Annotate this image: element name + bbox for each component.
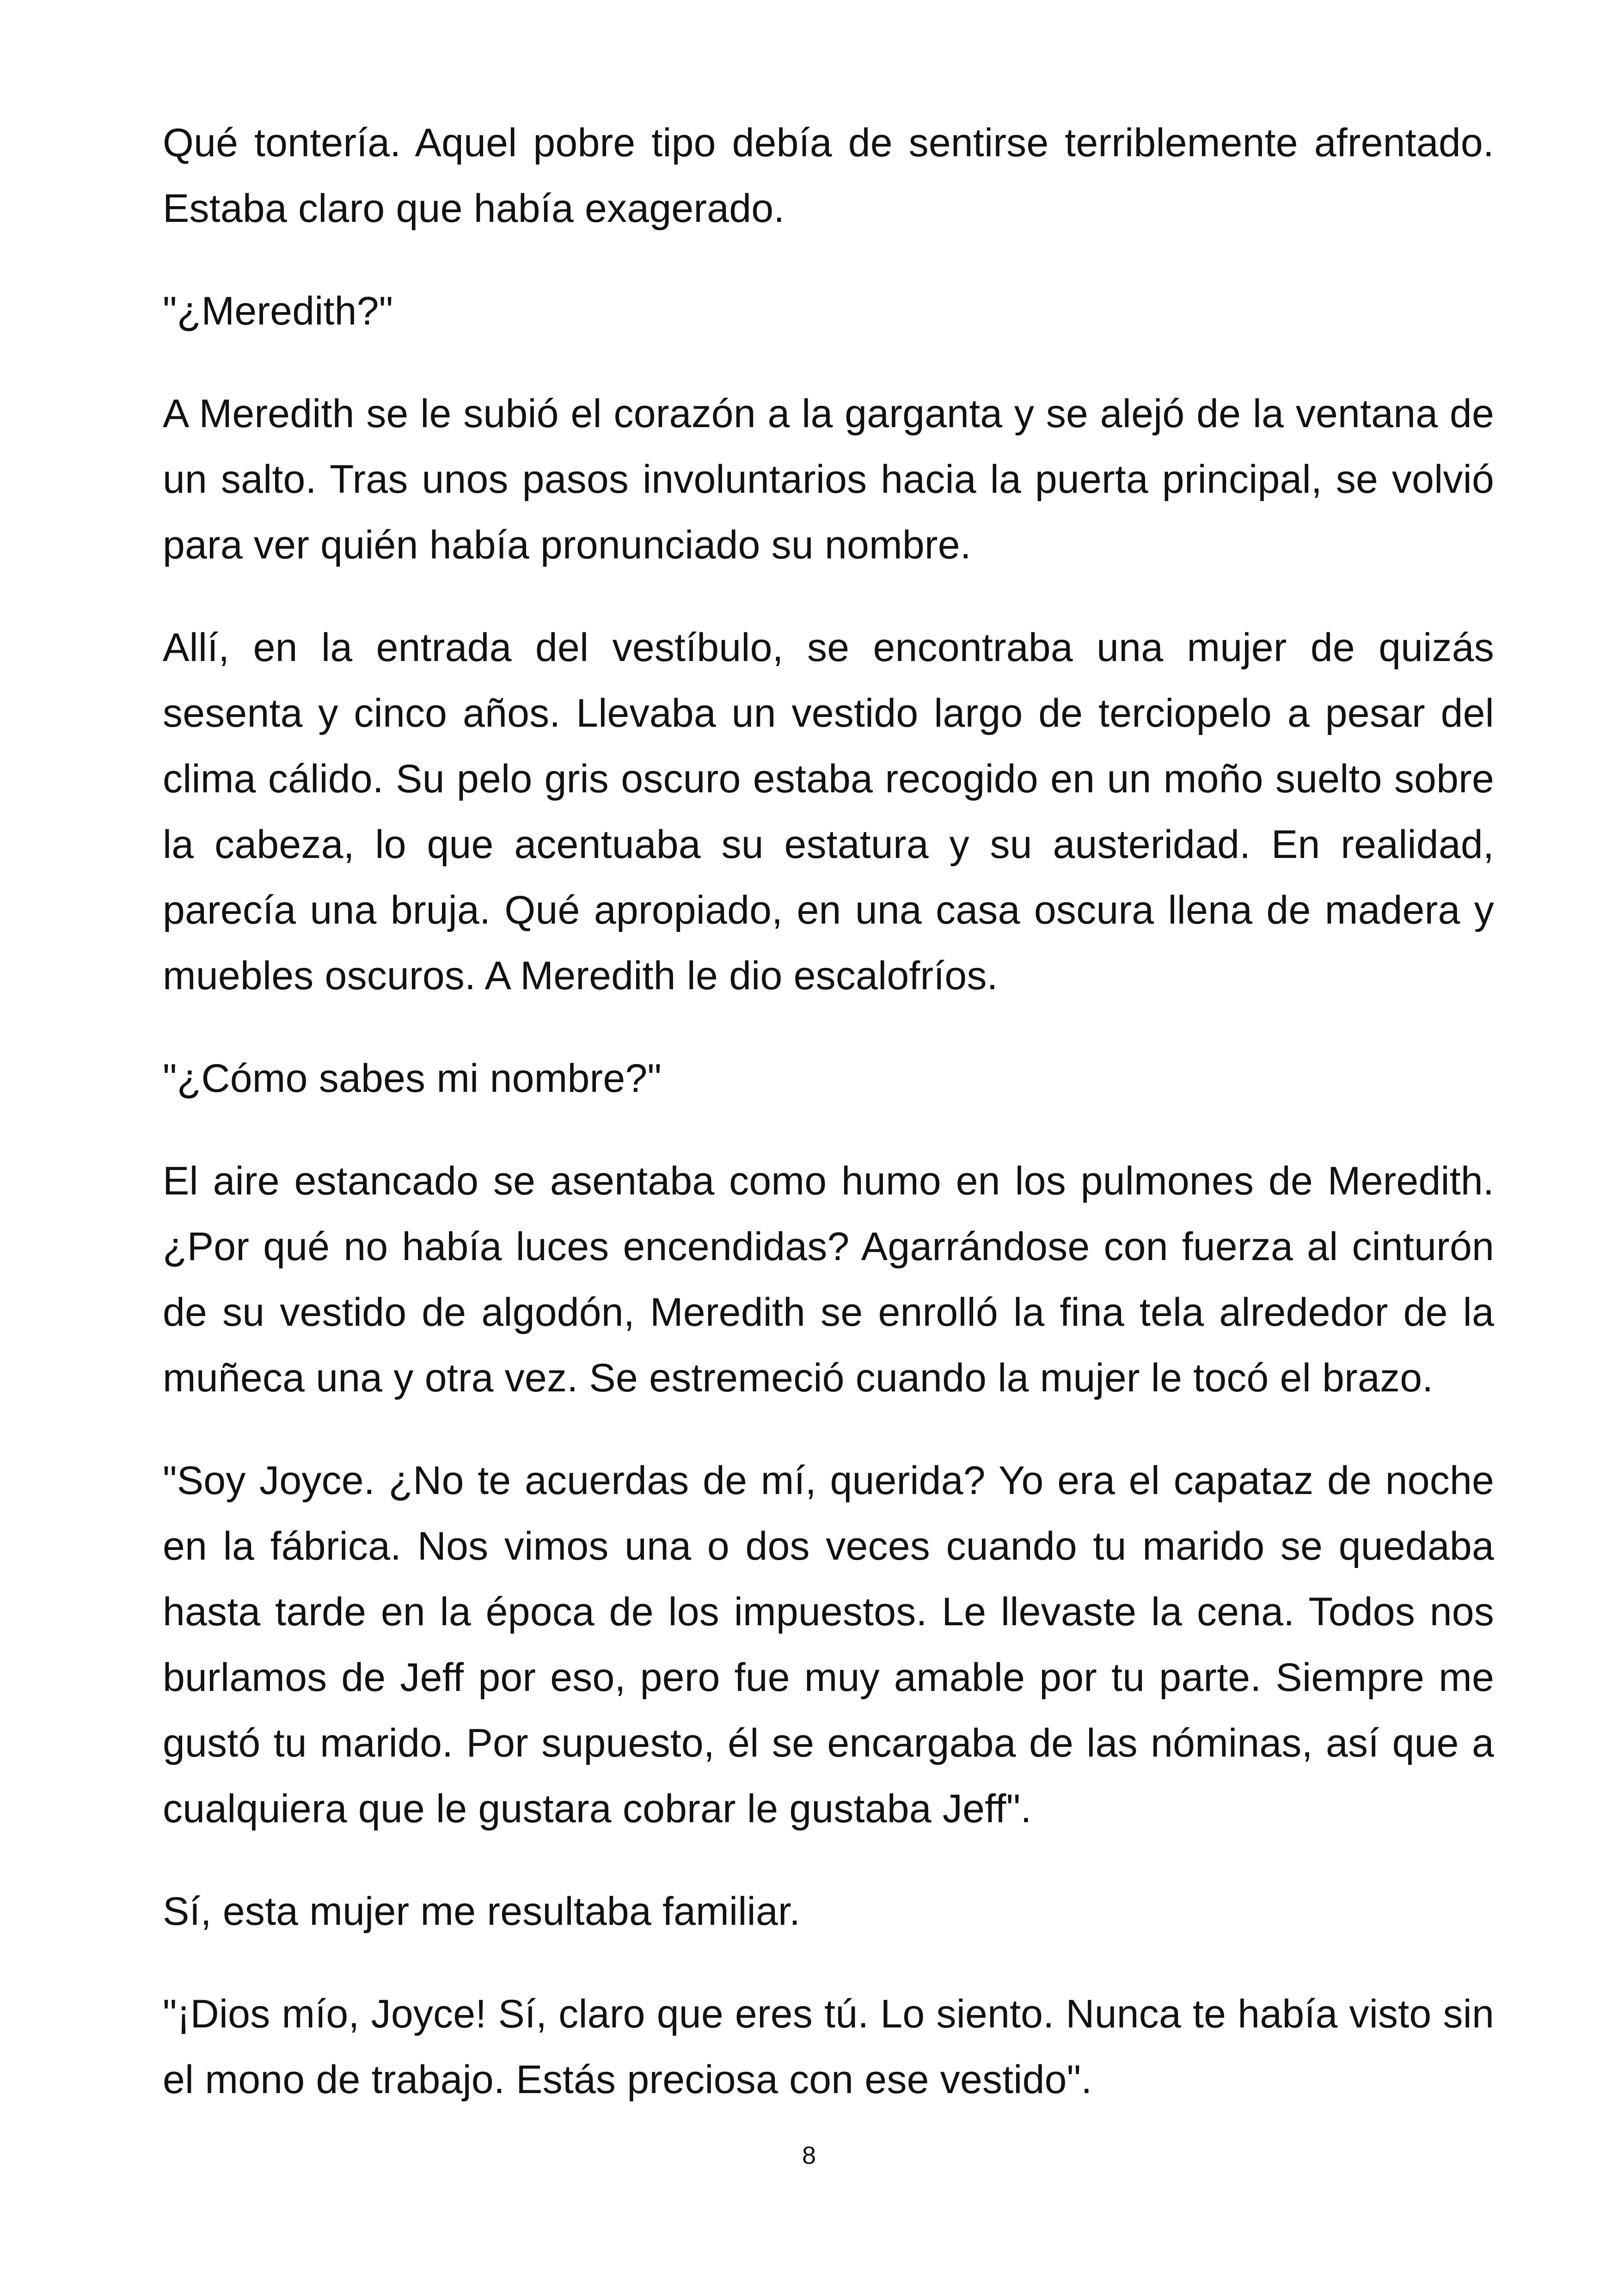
paragraph: El aire estancado se asentaba como humo en los pulmones de Meredith. ¿Por qué no había luces encendidas? Agarrándose con fuerza al cinturón de su vestido de algodón, Meredith se enrolló la fina tela alrededor de la muñeca una y otra vez. Se estremeció cuando la mujer le tocó el brazo. [163,1159,1494,1400]
paragraph: "¡Dios mío, Joyce! Sí, claro que eres tú. Lo siento. Nunca te había visto sin el mono de trabajo. Estás preciosa con ese vestido". [163,1992,1494,2102]
paragraph: Allí, en la entrada del vestíbulo, se encontraba una mujer de quizás sesenta y cinco años. Llevaba un vestido largo de terciopelo a pesar del clima cálido. Su pelo gris oscuro estaba recogido en un moño suelto sobre la cabeza, lo que acentuaba su estatura y su austeridad. En realidad, parecía una bruja. Qué apropiado, en una casa oscura llena de madera y muebles oscuros. A Meredith le dio escalofríos. [163,625,1494,998]
text-body [163,110,1494,2149]
page-number: 8 [802,2142,816,2169]
paragraph: Sí, esta mujer me resultaba familiar. [163,1889,801,1934]
paragraph: A Meredith se le subió el corazón a la garganta y se alejó de la ventana de un salto. Tras unos pasos involuntarios hacia la puerta principal, se volvió para ver quién había pronunciado su nombre. [163,392,1494,567]
paragraph: "Soy Joyce. ¿No te acuerdas de mí, querida? Yo era el capataz de noche en la fábrica. Nos vimos una o dos veces cuando tu marido se quedaba hasta tarde en la época de los impuestos. Le llevaste la cena. Todos nos burlamos de Jeff por eso, pero fue muy amable por tu parte. Siempre me gustó tu marido. Por supuesto, él se encargaba de las nóminas, así que a cualquiera que le gustara cobrar le gustaba Jeff". [163,1458,1494,1831]
paragraph: "¿Meredith?" [163,289,393,333]
paragraph: "¿Cómo sabes mi nombre?" [163,1056,662,1101]
paragraph: Qué tontería. Aquel pobre tipo debía de sentirse terriblemente afrentado. Estaba claro que había exagerado. [163,121,1494,231]
